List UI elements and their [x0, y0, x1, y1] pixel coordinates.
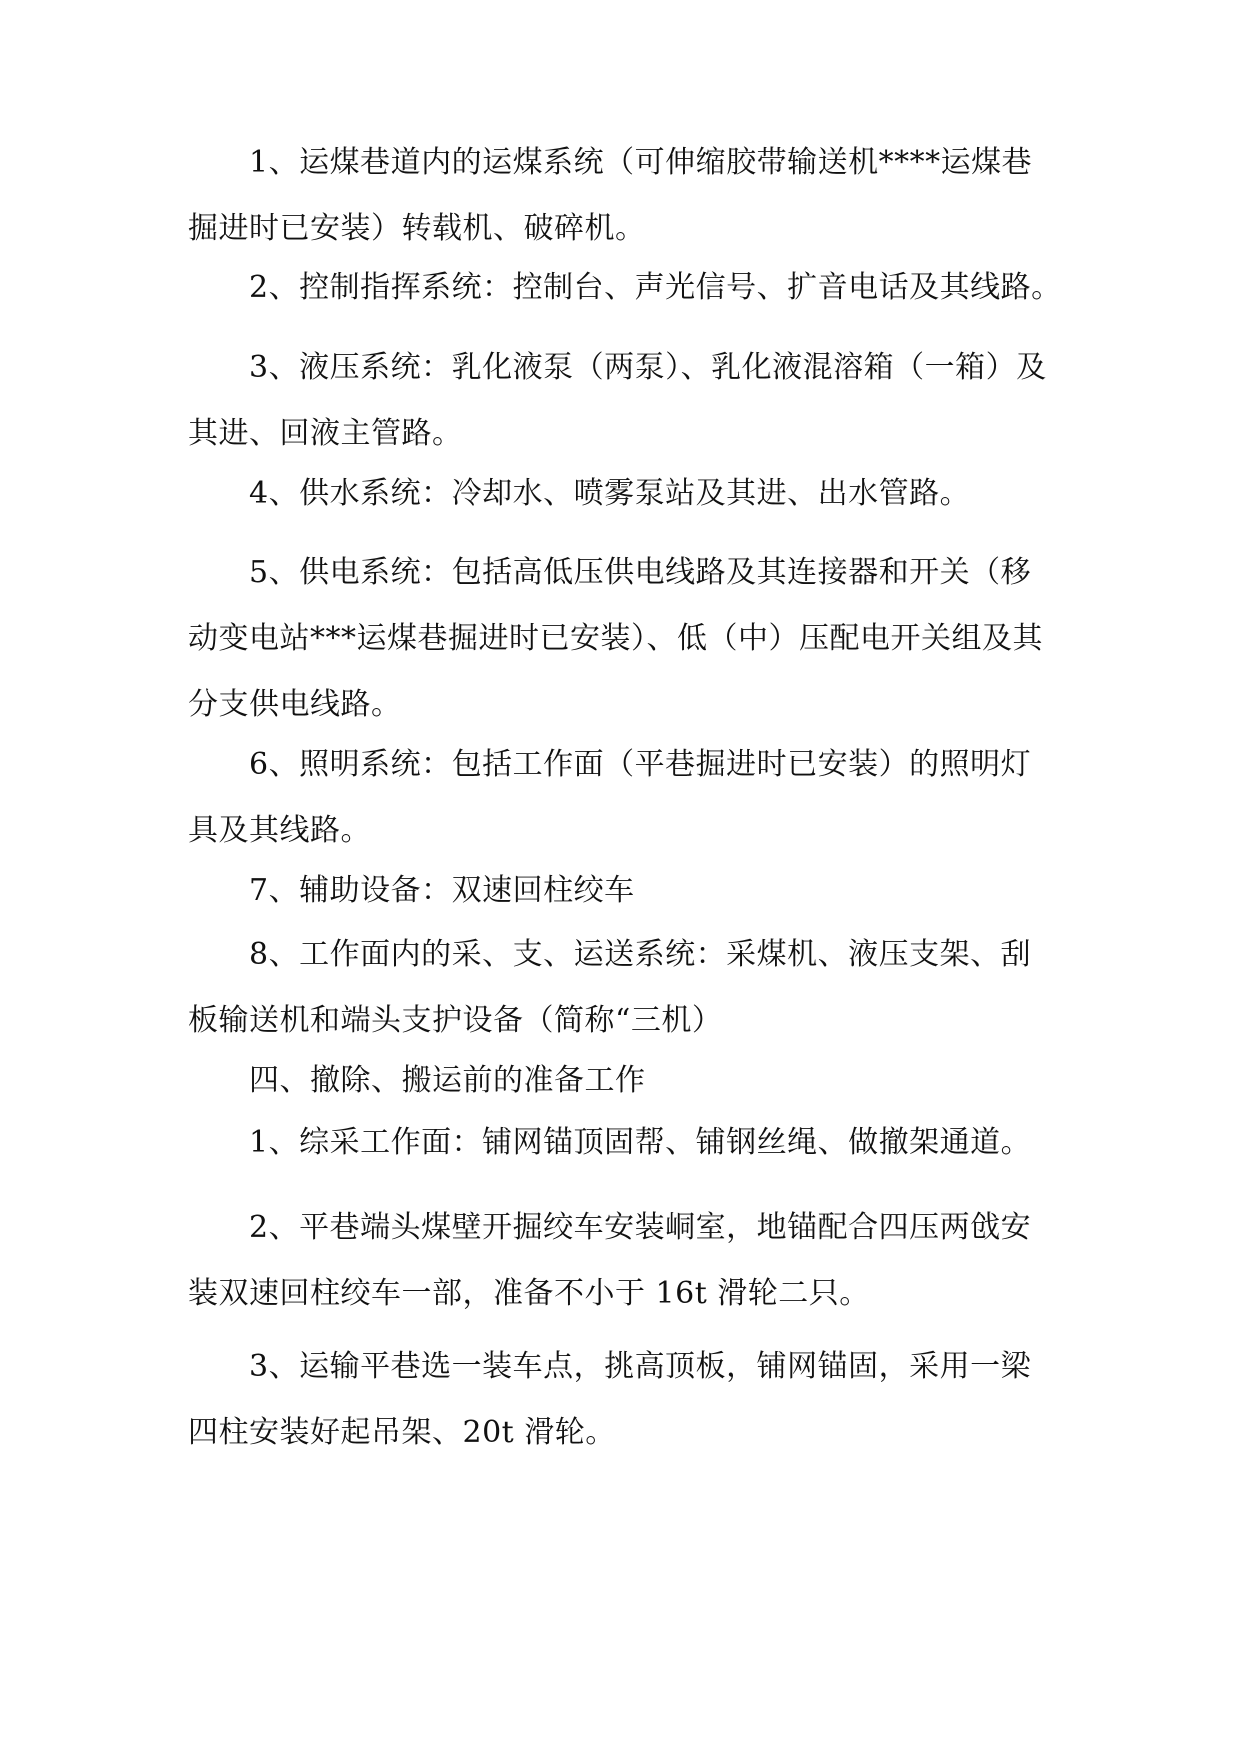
paragraph-2 — [188, 255, 1062, 321]
paragraph-6 — [188, 732, 1058, 864]
paragraph-line: 具及其线路。 — [188, 813, 371, 848]
paragraph-line: 四、撤除、搬运前的准备工作 — [249, 1063, 646, 1098]
paragraph-line: 掘进时已安装）转载机、破碎机。 — [188, 211, 646, 246]
paragraph-line: 分支供电线路。 — [188, 687, 402, 722]
paragraph-8 — [188, 922, 1058, 1054]
paragraph-line: 2、平巷端头煤壁开掘绞车安装峒室，地锚配合四压两戗安 — [249, 1210, 1032, 1245]
paragraph-1 — [188, 130, 1058, 262]
paragraph-line: 1、运煤巷道内的运煤系统（可伸缩胶带输送机****运煤巷 — [249, 145, 1033, 180]
paragraph-line: 5、供电系统：包括高低压供电线路及其连接器和开关（移 — [249, 555, 1032, 590]
paragraph-line: 动变电站***运煤巷掘进时已安装）、低（中）压配电开关组及其 — [188, 621, 1043, 656]
paragraph-9 — [188, 1110, 1058, 1176]
paragraph-7 — [188, 858, 1058, 924]
paragraph-line: 6、照明系统：包括工作面（平巷掘进时已安装）的照明灯 — [249, 747, 1032, 782]
paragraph-line: 8、工作面内的采、支、运送系统：采煤机、液压支架、刮 — [249, 937, 1032, 972]
paragraph-4 — [188, 461, 1058, 527]
paragraph-line: 2、控制指挥系统：控制台、声光信号、扩音电话及其线路。 — [249, 270, 1062, 305]
paragraph-line: 3、运输平巷选一装车点，挑高顶板，铺网锚固，采用一梁 — [249, 1349, 1032, 1384]
paragraph-line: 1、综采工作面：铺网锚顶固帮、铺钢丝绳、做撤架通道。 — [249, 1125, 1032, 1160]
paragraph-5 — [188, 540, 1058, 738]
paragraph-line: 7、辅助设备：双速回柱绞车 — [249, 873, 635, 908]
paragraph-line: 3、液压系统：乳化液泵（两泵）、乳化液混溶箱（一箱）及 — [249, 350, 1047, 385]
paragraph-line: 板输送机和端头支护设备（简称“三机） — [188, 1003, 723, 1038]
paragraph-line: 装双速回柱绞车一部，准备不小于 16t 滑轮二只。 — [188, 1276, 870, 1311]
paragraph-10 — [188, 1195, 1058, 1327]
section-heading — [188, 1048, 1058, 1114]
paragraph-line: 其进、回液主管路。 — [188, 416, 463, 451]
paragraph-3 — [188, 335, 1058, 467]
paragraph-line: 4、供水系统：冷却水、喷雾泵站及其进、出水管路。 — [249, 476, 971, 511]
paragraph-line: 四柱安装好起吊架、20t 滑轮。 — [188, 1415, 616, 1450]
paragraph-11 — [188, 1334, 1058, 1466]
